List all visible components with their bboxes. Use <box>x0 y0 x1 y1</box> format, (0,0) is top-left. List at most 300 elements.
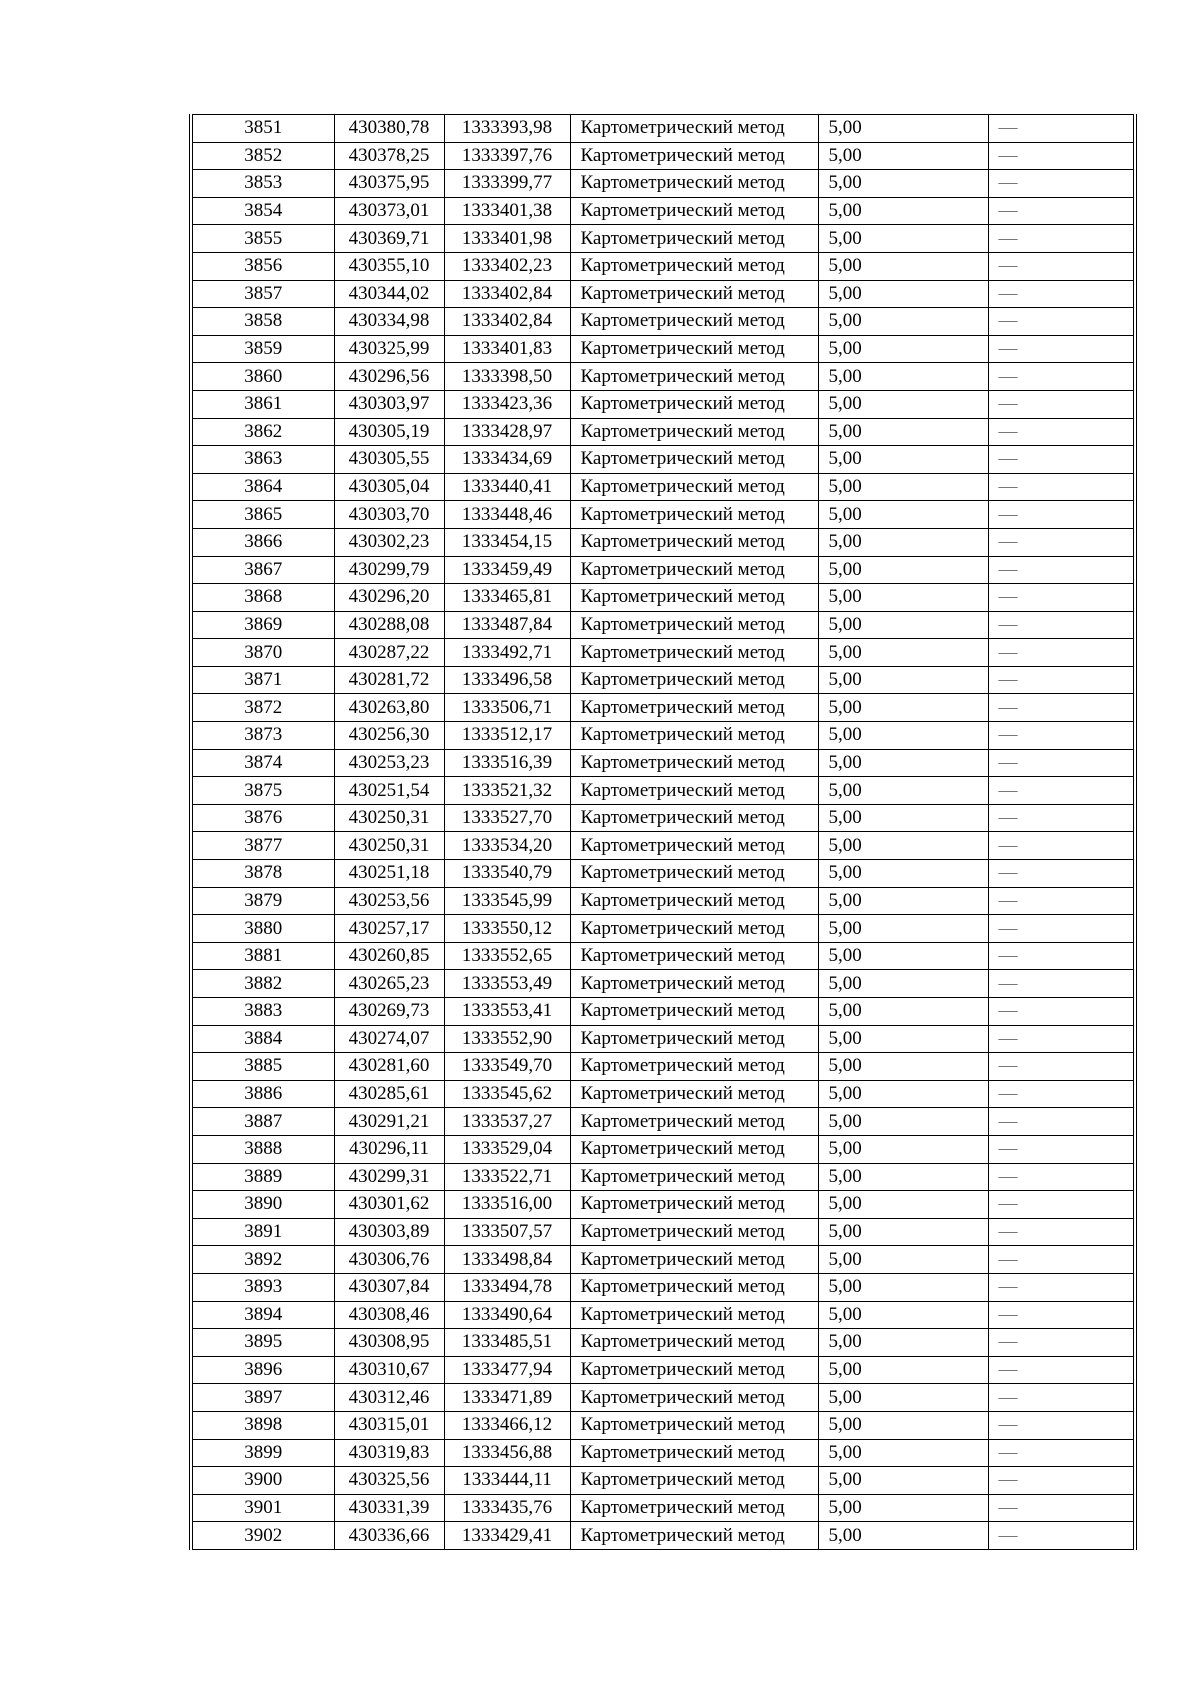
accuracy-cell: 5,00 <box>818 1080 988 1108</box>
method-cell: Картометрический метод <box>570 1329 818 1357</box>
x-coordinate-cell: 430303,89 <box>334 1218 444 1246</box>
point-number-cell: 3867 <box>191 556 334 584</box>
table-row <box>191 611 1135 639</box>
x-coordinate-cell: 430307,84 <box>334 1273 444 1301</box>
note-cell: — <box>988 970 1135 998</box>
point-number-cell: 3854 <box>191 197 334 225</box>
x-coordinate-cell: 430315,01 <box>334 1411 444 1439</box>
table-row <box>191 225 1135 253</box>
table-row <box>191 1246 1135 1274</box>
accuracy-cell: 5,00 <box>818 1025 988 1053</box>
accuracy-cell: 5,00 <box>818 501 988 529</box>
point-number-cell: 3853 <box>191 170 334 198</box>
x-coordinate-cell: 430336,66 <box>334 1522 444 1550</box>
table-row <box>191 584 1135 612</box>
point-number-cell: 3876 <box>191 804 334 832</box>
x-coordinate-cell: 430291,21 <box>334 1108 444 1136</box>
method-cell: Картометрический метод <box>570 694 818 722</box>
accuracy-cell: 5,00 <box>818 1301 988 1329</box>
table-row <box>191 1135 1135 1163</box>
y-coordinate-cell: 1333494,78 <box>444 1273 570 1301</box>
note-cell: — <box>988 335 1135 363</box>
method-cell: Картометрический метод <box>570 142 818 170</box>
table-row <box>191 1053 1135 1081</box>
x-coordinate-cell: 430281,60 <box>334 1053 444 1081</box>
table-row <box>191 777 1135 805</box>
point-number-cell: 3896 <box>191 1356 334 1384</box>
accuracy-cell: 5,00 <box>818 611 988 639</box>
table-row <box>191 1494 1135 1522</box>
note-cell: — <box>988 942 1135 970</box>
accuracy-cell: 5,00 <box>818 1163 988 1191</box>
method-cell: Картометрический метод <box>570 887 818 915</box>
y-coordinate-cell: 1333440,41 <box>444 473 570 501</box>
table-row <box>191 1439 1135 1467</box>
accuracy-cell: 5,00 <box>818 252 988 280</box>
point-number-cell: 3895 <box>191 1329 334 1357</box>
y-coordinate-cell: 1333529,04 <box>444 1135 570 1163</box>
note-cell: — <box>988 1246 1135 1274</box>
point-number-cell: 3898 <box>191 1411 334 1439</box>
note-cell: — <box>988 749 1135 777</box>
note-cell: — <box>988 418 1135 446</box>
table-row <box>191 280 1135 308</box>
table-row <box>191 390 1135 418</box>
x-coordinate-cell: 430250,31 <box>334 804 444 832</box>
point-number-cell: 3881 <box>191 942 334 970</box>
accuracy-cell: 5,00 <box>818 142 988 170</box>
accuracy-cell: 5,00 <box>818 832 988 860</box>
note-cell: — <box>988 666 1135 694</box>
point-number-cell: 3899 <box>191 1439 334 1467</box>
y-coordinate-cell: 1333552,90 <box>444 1025 570 1053</box>
accuracy-cell: 5,00 <box>818 363 988 391</box>
point-number-cell: 3887 <box>191 1108 334 1136</box>
note-cell: — <box>988 584 1135 612</box>
point-number-cell: 3892 <box>191 1246 334 1274</box>
point-number-cell: 3868 <box>191 584 334 612</box>
method-cell: Картометрический метод <box>570 556 818 584</box>
point-number-cell: 3884 <box>191 1025 334 1053</box>
method-cell: Картометрический метод <box>570 1053 818 1081</box>
x-coordinate-cell: 430274,07 <box>334 1025 444 1053</box>
note-cell: — <box>988 115 1135 143</box>
y-coordinate-cell: 1333496,58 <box>444 666 570 694</box>
note-cell: — <box>988 694 1135 722</box>
method-cell: Картометрический метод <box>570 611 818 639</box>
y-coordinate-cell: 1333397,76 <box>444 142 570 170</box>
y-coordinate-cell: 1333552,65 <box>444 942 570 970</box>
x-coordinate-cell: 430375,95 <box>334 170 444 198</box>
y-coordinate-cell: 1333537,27 <box>444 1108 570 1136</box>
accuracy-cell: 5,00 <box>818 556 988 584</box>
x-coordinate-cell: 430281,72 <box>334 666 444 694</box>
note-cell: — <box>988 1218 1135 1246</box>
point-number-cell: 3886 <box>191 1080 334 1108</box>
x-coordinate-cell: 430369,71 <box>334 225 444 253</box>
accuracy-cell: 5,00 <box>818 860 988 888</box>
y-coordinate-cell: 1333540,79 <box>444 860 570 888</box>
y-coordinate-cell: 1333527,70 <box>444 804 570 832</box>
point-number-cell: 3859 <box>191 335 334 363</box>
x-coordinate-cell: 430380,78 <box>334 115 444 143</box>
table-row <box>191 501 1135 529</box>
y-coordinate-cell: 1333456,88 <box>444 1439 570 1467</box>
table-row <box>191 197 1135 225</box>
table-row <box>191 666 1135 694</box>
table-row <box>191 335 1135 363</box>
y-coordinate-cell: 1333487,84 <box>444 611 570 639</box>
table-row <box>191 1080 1135 1108</box>
y-coordinate-cell: 1333466,12 <box>444 1411 570 1439</box>
table-row <box>191 1273 1135 1301</box>
accuracy-cell: 5,00 <box>818 418 988 446</box>
accuracy-cell: 5,00 <box>818 1356 988 1384</box>
method-cell: Картометрический метод <box>570 749 818 777</box>
accuracy-cell: 5,00 <box>818 1246 988 1274</box>
x-coordinate-cell: 430299,31 <box>334 1163 444 1191</box>
coordinates-table <box>189 114 1137 1550</box>
x-coordinate-cell: 430312,46 <box>334 1384 444 1412</box>
y-coordinate-cell: 1333402,23 <box>444 252 570 280</box>
method-cell: Картометрический метод <box>570 998 818 1026</box>
accuracy-cell: 5,00 <box>818 280 988 308</box>
point-number-cell: 3872 <box>191 694 334 722</box>
y-coordinate-cell: 1333465,81 <box>444 584 570 612</box>
accuracy-cell: 5,00 <box>818 1467 988 1495</box>
method-cell: Картометрический метод <box>570 804 818 832</box>
x-coordinate-cell: 430257,17 <box>334 915 444 943</box>
table-row <box>191 860 1135 888</box>
note-cell: — <box>988 170 1135 198</box>
table-row <box>191 1467 1135 1495</box>
accuracy-cell: 5,00 <box>818 308 988 336</box>
note-cell: — <box>988 1025 1135 1053</box>
method-cell: Картометрический метод <box>570 280 818 308</box>
method-cell: Картометрический метод <box>570 1135 818 1163</box>
point-number-cell: 3851 <box>191 115 334 143</box>
accuracy-cell: 5,00 <box>818 887 988 915</box>
note-cell: — <box>988 1080 1135 1108</box>
note-cell: — <box>988 197 1135 225</box>
note-cell: — <box>988 777 1135 805</box>
point-number-cell: 3856 <box>191 252 334 280</box>
note-cell: — <box>988 1135 1135 1163</box>
method-cell: Картометрический метод <box>570 225 818 253</box>
y-coordinate-cell: 1333401,98 <box>444 225 570 253</box>
method-cell: Картометрический метод <box>570 446 818 474</box>
note-cell: — <box>988 1108 1135 1136</box>
point-number-cell: 3870 <box>191 639 334 667</box>
point-number-cell: 3878 <box>191 860 334 888</box>
accuracy-cell: 5,00 <box>818 998 988 1026</box>
y-coordinate-cell: 1333444,11 <box>444 1467 570 1495</box>
table-row <box>191 1329 1135 1357</box>
method-cell: Картометрический метод <box>570 1301 818 1329</box>
table-row <box>191 556 1135 584</box>
accuracy-cell: 5,00 <box>818 1218 988 1246</box>
point-number-cell: 3857 <box>191 280 334 308</box>
y-coordinate-cell: 1333485,51 <box>444 1329 570 1357</box>
table-row <box>191 446 1135 474</box>
method-cell: Картометрический метод <box>570 1384 818 1412</box>
point-number-cell: 3877 <box>191 832 334 860</box>
note-cell: — <box>988 390 1135 418</box>
method-cell: Картометрический метод <box>570 197 818 225</box>
accuracy-cell: 5,00 <box>818 1384 988 1412</box>
note-cell: — <box>988 363 1135 391</box>
point-number-cell: 3861 <box>191 390 334 418</box>
x-coordinate-cell: 430378,25 <box>334 142 444 170</box>
point-number-cell: 3882 <box>191 970 334 998</box>
y-coordinate-cell: 1333435,76 <box>444 1494 570 1522</box>
method-cell: Картометрический метод <box>570 832 818 860</box>
accuracy-cell: 5,00 <box>818 1053 988 1081</box>
note-cell: — <box>988 915 1135 943</box>
point-number-cell: 3901 <box>191 1494 334 1522</box>
accuracy-cell: 5,00 <box>818 1411 988 1439</box>
table-row <box>191 1384 1135 1412</box>
x-coordinate-cell: 430303,97 <box>334 390 444 418</box>
table-row <box>191 142 1135 170</box>
point-number-cell: 3873 <box>191 722 334 750</box>
x-coordinate-cell: 430253,23 <box>334 749 444 777</box>
accuracy-cell: 5,00 <box>818 777 988 805</box>
accuracy-cell: 5,00 <box>818 639 988 667</box>
y-coordinate-cell: 1333553,41 <box>444 998 570 1026</box>
method-cell: Картометрический метод <box>570 970 818 998</box>
note-cell: — <box>988 1494 1135 1522</box>
x-coordinate-cell: 430301,62 <box>334 1191 444 1219</box>
y-coordinate-cell: 1333516,00 <box>444 1191 570 1219</box>
accuracy-cell: 5,00 <box>818 722 988 750</box>
x-coordinate-cell: 430296,20 <box>334 584 444 612</box>
x-coordinate-cell: 430303,70 <box>334 501 444 529</box>
method-cell: Картометрический метод <box>570 915 818 943</box>
point-number-cell: 3894 <box>191 1301 334 1329</box>
note-cell: — <box>988 528 1135 556</box>
x-coordinate-cell: 430296,56 <box>334 363 444 391</box>
table-row <box>191 1522 1135 1550</box>
y-coordinate-cell: 1333459,49 <box>444 556 570 584</box>
method-cell: Картометрический метод <box>570 363 818 391</box>
table-row <box>191 1025 1135 1053</box>
accuracy-cell: 5,00 <box>818 335 988 363</box>
x-coordinate-cell: 430288,08 <box>334 611 444 639</box>
note-cell: — <box>988 611 1135 639</box>
note-cell: — <box>988 887 1135 915</box>
table-row <box>191 1108 1135 1136</box>
point-number-cell: 3869 <box>191 611 334 639</box>
table-row <box>191 252 1135 280</box>
y-coordinate-cell: 1333490,64 <box>444 1301 570 1329</box>
x-coordinate-cell: 430253,56 <box>334 887 444 915</box>
table-row <box>191 887 1135 915</box>
table-row <box>191 639 1135 667</box>
y-coordinate-cell: 1333550,12 <box>444 915 570 943</box>
y-coordinate-cell: 1333399,77 <box>444 170 570 198</box>
point-number-cell: 3880 <box>191 915 334 943</box>
accuracy-cell: 5,00 <box>818 1191 988 1219</box>
coordinates-table-body <box>191 115 1135 1550</box>
point-number-cell: 3855 <box>191 225 334 253</box>
method-cell: Картометрический метод <box>570 308 818 336</box>
point-number-cell: 3852 <box>191 142 334 170</box>
y-coordinate-cell: 1333454,15 <box>444 528 570 556</box>
x-coordinate-cell: 430344,02 <box>334 280 444 308</box>
x-coordinate-cell: 430251,54 <box>334 777 444 805</box>
point-number-cell: 3879 <box>191 887 334 915</box>
table-row <box>191 170 1135 198</box>
note-cell: — <box>988 252 1135 280</box>
accuracy-cell: 5,00 <box>818 666 988 694</box>
note-cell: — <box>988 722 1135 750</box>
note-cell: — <box>988 1384 1135 1412</box>
x-coordinate-cell: 430250,31 <box>334 832 444 860</box>
y-coordinate-cell: 1333401,38 <box>444 197 570 225</box>
x-coordinate-cell: 430308,95 <box>334 1329 444 1357</box>
accuracy-cell: 5,00 <box>818 1439 988 1467</box>
x-coordinate-cell: 430251,18 <box>334 860 444 888</box>
point-number-cell: 3902 <box>191 1522 334 1550</box>
y-coordinate-cell: 1333423,36 <box>444 390 570 418</box>
x-coordinate-cell: 430308,46 <box>334 1301 444 1329</box>
table-row <box>191 694 1135 722</box>
y-coordinate-cell: 1333522,71 <box>444 1163 570 1191</box>
y-coordinate-cell: 1333545,62 <box>444 1080 570 1108</box>
note-cell: — <box>988 860 1135 888</box>
point-number-cell: 3885 <box>191 1053 334 1081</box>
point-number-cell: 3860 <box>191 363 334 391</box>
method-cell: Картометрический метод <box>570 252 818 280</box>
note-cell: — <box>988 804 1135 832</box>
table-row <box>191 998 1135 1026</box>
method-cell: Картометрический метод <box>570 1494 818 1522</box>
y-coordinate-cell: 1333492,71 <box>444 639 570 667</box>
x-coordinate-cell: 430355,10 <box>334 252 444 280</box>
y-coordinate-cell: 1333516,39 <box>444 749 570 777</box>
method-cell: Картометрический метод <box>570 584 818 612</box>
x-coordinate-cell: 430305,04 <box>334 473 444 501</box>
y-coordinate-cell: 1333471,89 <box>444 1384 570 1412</box>
x-coordinate-cell: 430325,99 <box>334 335 444 363</box>
x-coordinate-cell: 430285,61 <box>334 1080 444 1108</box>
note-cell: — <box>988 473 1135 501</box>
table-row <box>191 832 1135 860</box>
point-number-cell: 3866 <box>191 528 334 556</box>
table-row <box>191 473 1135 501</box>
table-row <box>191 115 1135 143</box>
method-cell: Картометрический метод <box>570 1467 818 1495</box>
note-cell: — <box>988 225 1135 253</box>
note-cell: — <box>988 556 1135 584</box>
accuracy-cell: 5,00 <box>818 225 988 253</box>
method-cell: Картометрический метод <box>570 722 818 750</box>
point-number-cell: 3858 <box>191 308 334 336</box>
point-number-cell: 3863 <box>191 446 334 474</box>
method-cell: Картометрический метод <box>570 1246 818 1274</box>
y-coordinate-cell: 1333398,50 <box>444 363 570 391</box>
y-coordinate-cell: 1333393,98 <box>444 115 570 143</box>
table-row <box>191 722 1135 750</box>
method-cell: Картометрический метод <box>570 777 818 805</box>
table-row <box>191 942 1135 970</box>
x-coordinate-cell: 430263,80 <box>334 694 444 722</box>
note-cell: — <box>988 1467 1135 1495</box>
x-coordinate-cell: 430299,79 <box>334 556 444 584</box>
x-coordinate-cell: 430310,67 <box>334 1356 444 1384</box>
accuracy-cell: 5,00 <box>818 584 988 612</box>
method-cell: Картометрический метод <box>570 528 818 556</box>
x-coordinate-cell: 430265,23 <box>334 970 444 998</box>
table-row <box>191 1218 1135 1246</box>
method-cell: Картометрический метод <box>570 666 818 694</box>
point-number-cell: 3875 <box>191 777 334 805</box>
y-coordinate-cell: 1333434,69 <box>444 446 570 474</box>
note-cell: — <box>988 1356 1135 1384</box>
x-coordinate-cell: 430296,11 <box>334 1135 444 1163</box>
table-row <box>191 528 1135 556</box>
y-coordinate-cell: 1333428,97 <box>444 418 570 446</box>
method-cell: Картометрический метод <box>570 1439 818 1467</box>
method-cell: Картометрический метод <box>570 115 818 143</box>
method-cell: Картометрический метод <box>570 1356 818 1384</box>
accuracy-cell: 5,00 <box>818 942 988 970</box>
accuracy-cell: 5,00 <box>818 694 988 722</box>
y-coordinate-cell: 1333507,57 <box>444 1218 570 1246</box>
note-cell: — <box>988 1191 1135 1219</box>
y-coordinate-cell: 1333506,71 <box>444 694 570 722</box>
point-number-cell: 3888 <box>191 1135 334 1163</box>
note-cell: — <box>988 142 1135 170</box>
y-coordinate-cell: 1333534,20 <box>444 832 570 860</box>
x-coordinate-cell: 430325,56 <box>334 1467 444 1495</box>
method-cell: Картометрический метод <box>570 1411 818 1439</box>
table-row <box>191 1356 1135 1384</box>
accuracy-cell: 5,00 <box>818 390 988 418</box>
note-cell: — <box>988 1329 1135 1357</box>
accuracy-cell: 5,00 <box>818 1135 988 1163</box>
y-coordinate-cell: 1333477,94 <box>444 1356 570 1384</box>
x-coordinate-cell: 430287,22 <box>334 639 444 667</box>
point-number-cell: 3889 <box>191 1163 334 1191</box>
y-coordinate-cell: 1333429,41 <box>444 1522 570 1550</box>
accuracy-cell: 5,00 <box>818 970 988 998</box>
table-row <box>191 308 1135 336</box>
note-cell: — <box>988 1439 1135 1467</box>
note-cell: — <box>988 308 1135 336</box>
table-row <box>191 418 1135 446</box>
accuracy-cell: 5,00 <box>818 1273 988 1301</box>
note-cell: — <box>988 1301 1135 1329</box>
method-cell: Картометрический метод <box>570 501 818 529</box>
point-number-cell: 3871 <box>191 666 334 694</box>
x-coordinate-cell: 430334,98 <box>334 308 444 336</box>
method-cell: Картометрический метод <box>570 390 818 418</box>
accuracy-cell: 5,00 <box>818 197 988 225</box>
accuracy-cell: 5,00 <box>818 1329 988 1357</box>
y-coordinate-cell: 1333521,32 <box>444 777 570 805</box>
point-number-cell: 3883 <box>191 998 334 1026</box>
x-coordinate-cell: 430260,85 <box>334 942 444 970</box>
point-number-cell: 3862 <box>191 418 334 446</box>
y-coordinate-cell: 1333512,17 <box>444 722 570 750</box>
note-cell: — <box>988 1163 1135 1191</box>
note-cell: — <box>988 1522 1135 1550</box>
method-cell: Картометрический метод <box>570 860 818 888</box>
method-cell: Картометрический метод <box>570 418 818 446</box>
note-cell: — <box>988 1411 1135 1439</box>
